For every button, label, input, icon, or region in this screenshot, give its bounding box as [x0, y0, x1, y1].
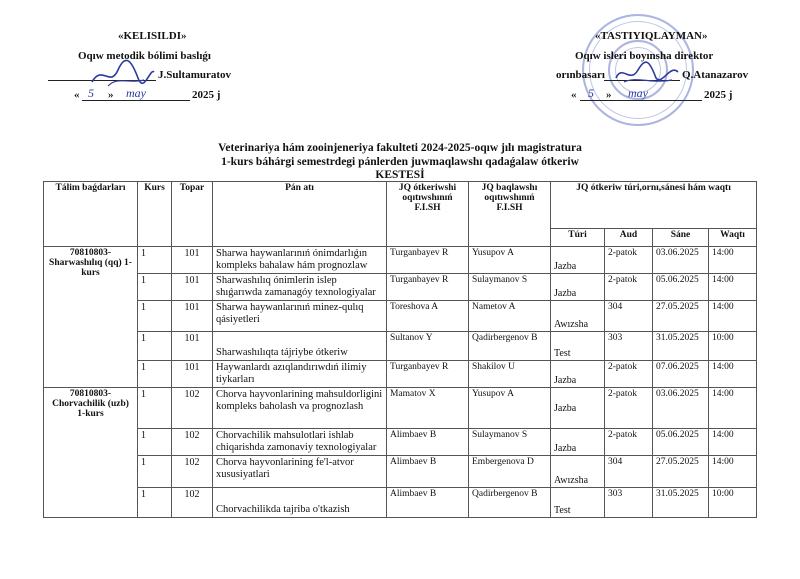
examiner-cell: Sultanov Y — [387, 332, 469, 361]
date-line-left — [82, 100, 190, 101]
type-cell: Jazba — [551, 274, 605, 301]
course-cell: 1 — [138, 388, 172, 429]
examiner-cell: Mamatov X — [387, 388, 469, 429]
approval-left-day: 5 — [88, 86, 94, 100]
date-cell: 03.06.2025 — [653, 388, 709, 429]
group-cell: 101 — [172, 332, 213, 361]
examiner-cell: Turganbayev R — [387, 361, 469, 388]
signature-left — [88, 58, 158, 90]
subject-cell: Haywanlardı azıqlandırıwdıń ilimiy tiykarları — [213, 361, 387, 388]
approval-left-position: Oqıw metodik bólimi baslıǵı — [78, 50, 211, 62]
approval-right-heading: «TASTIYIQLAYMAN» — [595, 30, 708, 42]
approval-right-date-open: « — [571, 89, 577, 101]
approval-left-heading: «KELISILDI» — [118, 30, 187, 42]
direction-cell: 70810803-Chorvachilik (uzb) 1-kurs — [44, 388, 138, 518]
table-header-row — [44, 182, 757, 229]
col-header-date: Sáne — [653, 229, 709, 247]
course-cell: 1 — [138, 456, 172, 488]
col-header-group: Topar — [172, 182, 213, 247]
examiner-cell: Toreshova A — [387, 301, 469, 332]
document-title-line3: KESTESİ — [375, 169, 425, 181]
time-cell: 14:00 — [709, 301, 757, 332]
time-cell: 10:00 — [709, 488, 757, 518]
subject-cell: Chorvachilik mahsulotlari ishlab chiqarishda zamonaviy texnologiyalar — [213, 429, 387, 456]
supervisor-cell: Qadirbergenov B — [469, 488, 551, 518]
table-row — [44, 488, 757, 518]
table-row — [44, 274, 757, 301]
date-cell: 03.06.2025 — [653, 247, 709, 274]
subject-cell: Chorvachilikda tajriba o'tkazish — [213, 488, 387, 518]
supervisor-cell: Sulaymanov S — [469, 274, 551, 301]
table-row — [44, 332, 757, 361]
supervisor-cell: Nametov A — [469, 301, 551, 332]
room-cell: 2-patok — [605, 361, 653, 388]
supervisor-cell: Yusupov A — [469, 247, 551, 274]
course-cell: 1 — [138, 274, 172, 301]
approval-left-date-open: « — [74, 89, 80, 101]
type-cell: Awızsha — [551, 456, 605, 488]
date-line-right — [580, 100, 702, 101]
col-header-room: Aud — [605, 229, 653, 247]
date-cell: 27.05.2025 — [653, 301, 709, 332]
document-title-line1: Veterinariya hám zooinjeneriya fakulteti 2024-2025-oqıw jılı magistratura — [218, 142, 582, 154]
examiner-cell: Turganbayev R — [387, 247, 469, 274]
time-cell: 14:00 — [709, 456, 757, 488]
examiner-cell: Alimbaev B — [387, 429, 469, 456]
course-cell: 1 — [138, 332, 172, 361]
group-cell: 101 — [172, 274, 213, 301]
type-cell: Jazba — [551, 388, 605, 429]
approval-right-position: Oqıw isleri boyınsha direktor — [575, 50, 714, 62]
subject-cell: Sharwashılıq ónimlerin islep shıǵarıwda zamanagóy texnologiyalar — [213, 274, 387, 301]
group-cell: 102 — [172, 388, 213, 429]
room-cell: 2-patok — [605, 274, 653, 301]
approval-right-name: Q.Atanazarov — [682, 69, 749, 81]
course-cell: 1 — [138, 361, 172, 388]
group-cell: 102 — [172, 456, 213, 488]
time-cell: 14:00 — [709, 388, 757, 429]
approval-right-month: may — [628, 86, 648, 100]
time-cell: 14:00 — [709, 429, 757, 456]
supervisor-cell: Embergenova D — [469, 456, 551, 488]
type-cell: Awızsha — [551, 301, 605, 332]
table-row — [44, 247, 757, 274]
time-cell: 14:00 — [709, 274, 757, 301]
room-cell: 303 — [605, 332, 653, 361]
approval-right-prefix: orınbasarı — [556, 69, 605, 81]
examiner-cell: Alimbaev B — [387, 456, 469, 488]
col-header-direction: Tálim baǵdarları — [44, 182, 138, 247]
course-cell: 1 — [138, 429, 172, 456]
approval-right-date-mid: » — [606, 89, 612, 101]
group-cell: 101 — [172, 361, 213, 388]
col-header-type: Túri — [551, 229, 605, 247]
subject-cell: Sharwashılıqta tájriybe ótkeriw — [213, 332, 387, 361]
table-row — [44, 388, 757, 429]
examiner-cell: Alimbaev B — [387, 488, 469, 518]
group-cell: 101 — [172, 247, 213, 274]
room-cell: 2-patok — [605, 247, 653, 274]
approval-left-name: J.Sultamuratov — [158, 69, 232, 81]
col-header-course: Kurs — [138, 182, 172, 247]
course-cell: 1 — [138, 247, 172, 274]
table-row — [44, 361, 757, 388]
col-header-time: Waqtı — [709, 229, 757, 247]
subject-cell: Sharwa haywanlarınıń minez-qulıq qásiyetleri — [213, 301, 387, 332]
group-cell: 102 — [172, 429, 213, 456]
group-cell: 101 — [172, 301, 213, 332]
signature-right — [612, 56, 682, 88]
approval-right-day: 5 — [588, 86, 594, 100]
approval-right-year: 2025 j — [704, 89, 733, 101]
supervisor-cell: Yusupov A — [469, 388, 551, 429]
table-row — [44, 429, 757, 456]
date-cell: 07.06.2025 — [653, 361, 709, 388]
subject-cell: Chorva hayvonlarining mahsuldorligini kompleks baholash va prognozlash — [213, 388, 387, 429]
col-header-examiner: JQ ótkeriwshi oqıtıwshınıń F.I.SH — [387, 182, 469, 247]
room-cell: 2-patok — [605, 429, 653, 456]
room-cell: 304 — [605, 456, 653, 488]
date-cell: 31.05.2025 — [653, 488, 709, 518]
type-cell: Test — [551, 332, 605, 361]
type-cell: Jazba — [551, 429, 605, 456]
col-header-supervisor: JQ baqlawshı oqıtıwshınıń F.I.SH — [469, 182, 551, 247]
room-cell: 303 — [605, 488, 653, 518]
approval-left-month: may — [126, 86, 146, 100]
type-cell: Jazba — [551, 247, 605, 274]
col-header-subject: Pán atı — [213, 182, 387, 247]
date-cell: 05.06.2025 — [653, 429, 709, 456]
time-cell: 14:00 — [709, 361, 757, 388]
time-cell: 14:00 — [709, 247, 757, 274]
document-title-line2: 1-kurs báhárgi semestrdegi pánlerden juwmaqlawshı qadaǵalaw ótkeriw — [221, 156, 579, 168]
date-cell: 27.05.2025 — [653, 456, 709, 488]
col-header-details: JQ ótkeriw túri,ornı,sánesi hám waqtı — [551, 182, 757, 229]
course-cell: 1 — [138, 301, 172, 332]
table-row — [44, 456, 757, 488]
exam-schedule-table — [43, 181, 757, 518]
supervisor-cell: Shakilov U — [469, 361, 551, 388]
supervisor-cell: Qadirbergenov B — [469, 332, 551, 361]
approval-left-year: 2025 j — [192, 89, 221, 101]
subject-cell: Chorva hayvonlarining fe'l-atvor xususiyatlari — [213, 456, 387, 488]
date-cell: 05.06.2025 — [653, 274, 709, 301]
examiner-cell: Turganbayev R — [387, 274, 469, 301]
type-cell: Test — [551, 488, 605, 518]
table-row — [44, 301, 757, 332]
group-cell: 102 — [172, 488, 213, 518]
direction-cell: 70810803-Sharwashılıq (qq) 1-kurs — [44, 247, 138, 388]
room-cell: 2-patok — [605, 388, 653, 429]
time-cell: 10:00 — [709, 332, 757, 361]
room-cell: 304 — [605, 301, 653, 332]
type-cell: Jazba — [551, 361, 605, 388]
date-cell: 31.05.2025 — [653, 332, 709, 361]
course-cell: 1 — [138, 488, 172, 518]
subject-cell: Sharwa haywanlarınıń ónimdarlıǵın kompleks bahalaw hám prognozlaw — [213, 247, 387, 274]
supervisor-cell: Sulaymanov S — [469, 429, 551, 456]
approval-left-date-mid: » — [108, 89, 114, 101]
